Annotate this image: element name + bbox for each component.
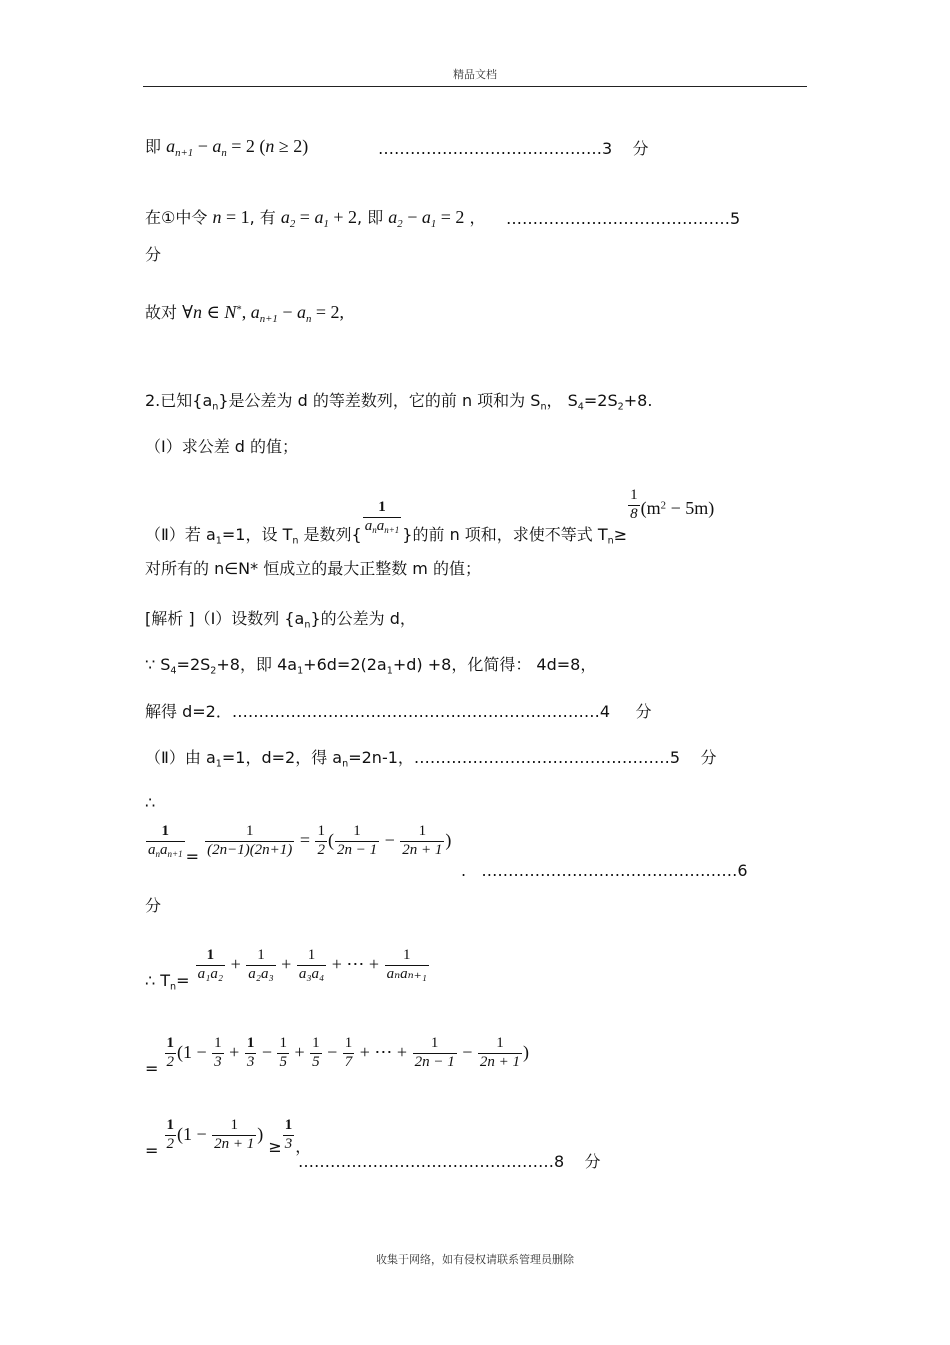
- score-5a-fen: 分: [145, 245, 162, 264]
- line-2: 在①中令 n = 1, 有 $a_2 = a_1 + 2$, 即 $a_2 - a_1 = 2$ ，: [145, 207, 486, 230]
- equation-final: = $\frac{1}{2}$ (1 − $\frac{1}{2n + 1}$ ) ≥ $\frac{1}{3}$ ，: [145, 1117, 312, 1160]
- score-3: ……………………………………3 分: [378, 139, 649, 158]
- page-header: 精品文档: [453, 68, 497, 81]
- score-6: . …………………………………………6: [461, 861, 748, 880]
- solution-step-2: 解得 d=2．……………………………………………………………4 分: [145, 702, 652, 721]
- solution-step-3: （Ⅱ）由 $a_1=1$，d=2，得 $a_n=2n-1$，…………………………………………5 分: [145, 748, 717, 770]
- formula-recurrence: $a_{n+1} - a_n = 2$ (n ≥ 2): [166, 136, 309, 159]
- question-2: 2.已知$\{a_n\}$是公差为 d 的等差数列，它的前 n 项和为 $S_n$， $S_4=2S_2+8$.: [145, 391, 653, 413]
- part-2: （Ⅱ）若 $a_1=1$，设 $T_n$ 是数列{ $\frac{1}{a_na_{n+1}}$ }的前 n 项和，求使不等式 $T_n\ge$ $\frac{1}{8}$ $(m^2 - 5m)$: [145, 487, 715, 547]
- eighth-fraction: $\frac{1}{8}$: [630, 487, 638, 523]
- text: 即: [145, 137, 162, 156]
- equation-1: $\frac{1}{a_na_{n+1}}$ = $\frac{1}{(2n-1)(2n+1)}$ = $\frac{1}{2}$ ( $\frac{1}{2n - 1}$ − $\frac{1}{2n + 1}$ ): [148, 823, 452, 867]
- line-1: [145, 134, 308, 159]
- equation-telescope: = $\frac{1}{2}$ (1 − $\frac{1}{3}$ + $\frac{1}{3}$ − $\frac{1}{5}$ + $\frac{1}{5}$ − $\frac{1}{7}$ + ⋯ + $\frac{1}{2n - 1}$ − $\frac{1}{2n + 1}$ ): [145, 1035, 529, 1078]
- solution-intro: [解析 ]（Ⅰ）设数列 $\{a_n\}$的公差为 d，: [145, 609, 416, 631]
- solution-step-1: ∵ $S_4=2S_2+8$，即 $4a_1+6d=2(2a_1+d) +8$，化简得： 4d=8，: [145, 655, 597, 677]
- therefore-symbol: ∴: [145, 793, 156, 812]
- part-1: （Ⅰ）求公差 d 的值；: [145, 437, 299, 456]
- equation-tn: ∴ $T_n=$ $\frac{1}{\text{a₁a₂}}$ + $\frac{1}{\text{a₂a₃}}$ + $\frac{1}{\text{a₃a₄}}$ + ⋯ + $\frac{1}{\text{aₙaₙ₊₁}}$: [145, 947, 427, 993]
- score-8: …………………………………………8 分: [298, 1152, 601, 1171]
- line-3: 故对 ∀n ∈ N*, $a_{n+1} - a_n = 2$,: [145, 302, 345, 325]
- page-footer: 收集于网络，如有侵权请联系管理员删除: [376, 1253, 574, 1266]
- part-2-line-2: 对所有的 n∈N* 恒成立的最大正整数 m 的值；: [145, 559, 481, 578]
- seq-fraction: $\frac{1}{a_na_{n+1}}$: [364, 499, 400, 535]
- score-5a: ……………………………………5: [506, 209, 741, 228]
- score-6-fen: 分: [145, 896, 162, 915]
- header-rule: [143, 86, 807, 87]
